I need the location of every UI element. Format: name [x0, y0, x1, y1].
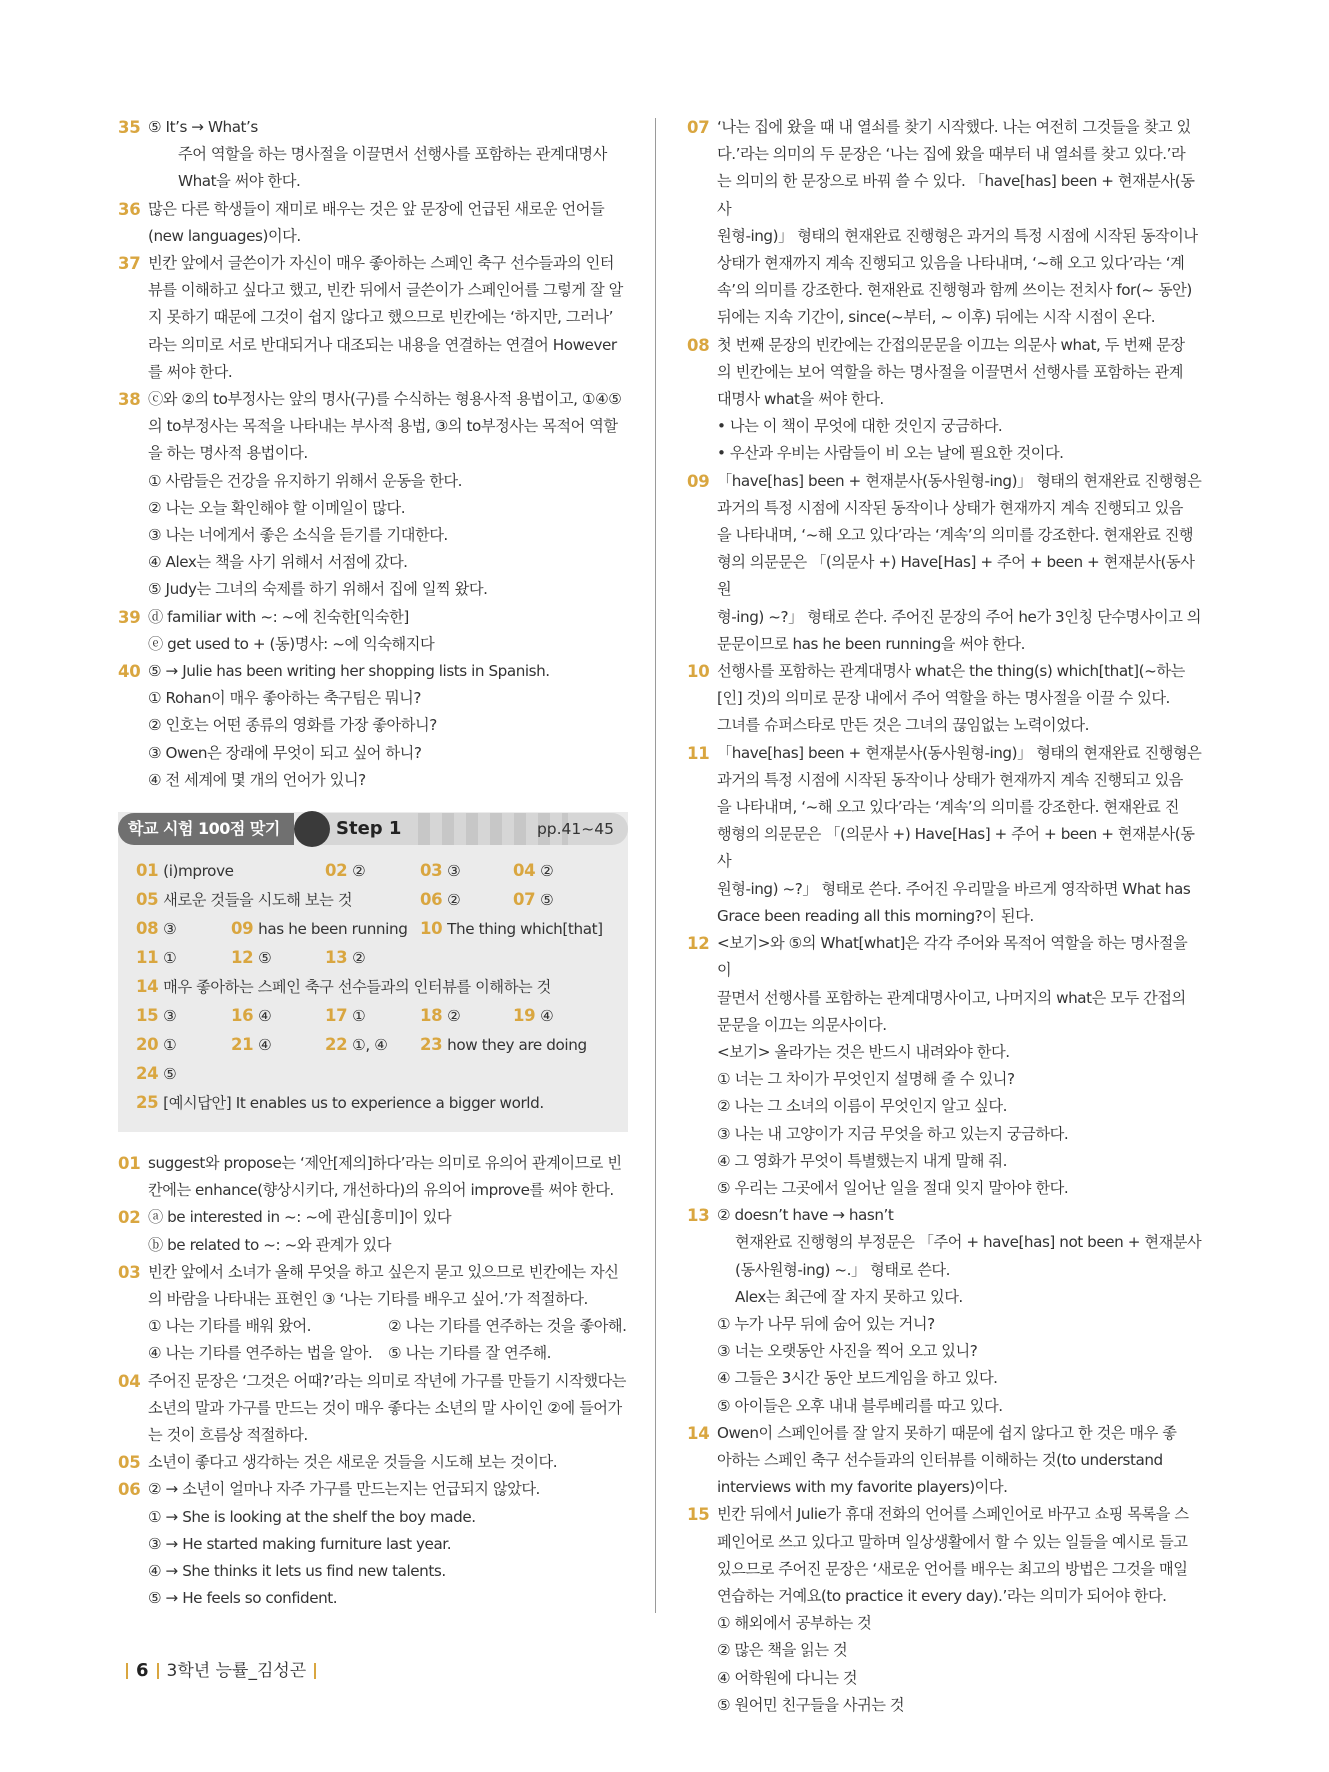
item-04: 04 주어진 문장은 ‘그것은 어때?’라는 의미로 작년에 가구를 만들기 시작했다는 소년의 말과 가구를 만드는 것이 매우 좋다는 소년의 말 사이인 ②에 들어가 는 것이 흐름상 적절하다. — [118, 1371, 627, 1445]
choice-pair: ④ 나는 기타를 연주하는 법을 알아. ⑤ 나는 기타를 잘 연주해. — [148, 1344, 552, 1363]
item-12: 12 <보기>와 ⑤의 What[what]은 각각 주어와 목적어 역할을 하는 명사절을 이 끌면서 선행사를 포함하는 관계대명사이고, 나머지의 what은 모두 간접의 문문을 이끄는 의문사이다. <보기> 올라가는 것은 반드시 내려와야 한다. ① 너는 그 차이가 무엇인지 설명해 줄 수 있니? ② 나는 그 소녀의 이름이 무엇인지 알고 싶다. ③ 나는 내 고양이가 지금 무엇을 하고 있는지 궁금하다. ④ 그 영화가 무엇이 특별했는지 내게 말해 줘. ⑤ 우리는 그곳에서 일어난 일을 절대 잊지 말아야 한다. — [687, 934, 1188, 1197]
choice-pair: ① 나는 기타를 배워 왔어. ② 나는 기타를 연주하는 것을 좋아해. — [148, 1317, 627, 1336]
answer-21: 21 ④ — [231, 1035, 272, 1054]
answer-02: 02 ② — [325, 861, 366, 880]
item-05: 05 소년이 좋다고 생각하는 것은 새로운 것들을 시도해 보는 것이다. — [118, 1453, 558, 1473]
item-number: 35 — [118, 118, 141, 137]
column-divider — [655, 118, 656, 1613]
answer-key-header — [118, 813, 628, 845]
left-column-bottom — [118, 1150, 634, 1612]
page-footer — [118, 1660, 324, 1682]
step-label: Step 1 — [336, 818, 402, 839]
answer-24: 24 ⑤ — [136, 1064, 177, 1083]
page-number: 6 — [136, 1660, 149, 1681]
answer-16: 16 ④ — [231, 1006, 272, 1025]
answer-11: 11 ① — [136, 948, 177, 967]
item-03: 03 빈칸 앞에서 소녀가 올해 무엇을 하고 싶은지 묻고 있으므로 빈칸에는 자신 의 바람을 나타내는 표현인 ③ ‘나는 기타를 배우고 싶어.’가 적절하다. — [118, 1262, 619, 1309]
answer-05: 05 새로운 것들을 시도해 보는 것 — [136, 890, 353, 909]
page-range: pp.41~45 — [536, 820, 614, 838]
item-14: 14 Owen이 스페인어를 잘 알지 못하기 때문에 쉽지 않다고 한 것은 매우 좋 아하는 스페인 축구 선수들과의 인터뷰를 이해하는 것(to understand interviews with my favorite players)이다. — [687, 1423, 1177, 1497]
section-title: 학교 시험 100점 맞기 — [118, 813, 294, 845]
item-11: 11 「have[has] been + 현재분사(동사원형-ing)」 형태의 현재완료 진행형은 과거의 특정 시점에 시작된 동작이나 상태가 현재까지 계속 진행되고 있음 을 나타내며, ‘~해 오고 있다’라는 ‘계속’의 의미를 강조한다. 현재완료 진 행형의 의문문은 「(의문사 +) Have[Has] + 주어 + been + 현재분사(동사 원형-ing) ~?」 형태로 쓴다. 주어진 우리말을 바르게 영작하면 What has Grace been reading all this morning?이 된다. — [687, 743, 1202, 925]
item-02: 02 ⓐ be interested in ~: ~에 관심[흥미]이 있다 ⓑ be related to ~: ~와 관계가 있다 — [118, 1208, 452, 1254]
answer-03: 03 ③ — [420, 861, 461, 880]
answer-12: 12 ⑤ — [231, 948, 272, 967]
answer-14: 14 매우 좋아하는 스페인 축구 선수들과의 인터뷰를 이해하는 것 — [136, 977, 551, 996]
answer-19: 19 ④ — [513, 1006, 554, 1025]
item-35: 35 ⑤ It’s → What’s 주어 역할을 하는 명사절을 이끌면서 선행사를 포함하는 관계대명사 What을 써야 한다. — [118, 114, 634, 196]
answer-13: 13 ② — [325, 948, 366, 967]
answer-06: 06 ② — [420, 890, 461, 909]
answer-07: 07 ⑤ — [513, 890, 554, 909]
footer-divider — [157, 1663, 159, 1679]
answer-17: 17 ① — [325, 1006, 366, 1025]
item-08: 08 첫 번째 문장의 빈칸에는 간접의문문을 이끄는 의문사 what, 두 번째 문장 의 빈칸에는 보어 역할을 하는 명사절을 이끌면서 선행사를 포함하는 관계 대명사 what을 써야 한다. • 나는 이 책이 무엇에 대한 것인지 궁금하다. • 우산과 우비는 사람들이 비 오는 날에 필요한 것이다. — [687, 335, 1185, 463]
item-39: 39 ⓓ familiar with ~: ~에 친숙한[익숙한] ⓔ get used to + (동)명사: ~에 익숙해지다 — [118, 607, 435, 653]
footer-divider — [126, 1663, 128, 1679]
answer-23: 23 how they are doing — [420, 1035, 587, 1054]
book-title: 3학년 능률_김성곤 — [166, 1661, 307, 1681]
item-10: 10 선행사를 포함하는 관계대명사 what은 the thing(s) which[that](~하는 [인] 것)의 의미로 문장 내에서 주어 역할을 하는 명사절을 이끌 수 있다. 그녀를 슈퍼스타로 만든 것은 그녀의 끊임없는 노력이었다. — [687, 662, 1185, 735]
footer-divider — [314, 1663, 316, 1679]
item-01: 01 suggest와 propose는 ‘제안[제의]하다’라는 의미로 유의어 관계이므로 빈 칸에는 enhance(향상시키다, 개선하다)의 유의어 improve를 써야 한다. — [118, 1154, 622, 1200]
item-38: 38 ⓒ와 ②의 to부정사는 앞의 명사(구)를 수식하는 형용사적 용법이고, ①④⑤ 의 to부정사는 목적을 나타내는 부사적 용법, ③의 to부정사는 목적어 역할 을 하는 명사적 용법이다. ① 사람들은 건강을 유지하기 위해서 운동을 한다. ② 나는 오늘 확인해야 할 이메일이 많다. ③ 나는 너에게서 좋은 소식을 듣기를 기대한다. ④ Alex는 책을 사기 위해서 서점에 갔다. ⑤ Judy는 그녀의 숙제를 하기 위해서 집에 일찍 왔다. — [118, 390, 622, 599]
answer-01: 01 (i)mprove — [136, 861, 234, 880]
answer-10: 10 The thing which[that] — [420, 919, 603, 938]
answer-20: 20 ① — [136, 1035, 177, 1054]
answer-04: 04 ② — [513, 861, 554, 880]
answer-25: 25 [예시답안] It enables us to experience a bigger world. — [136, 1093, 544, 1112]
circle-icon — [294, 811, 330, 847]
item-15: 15 빈칸 뒤에서 Julie가 휴대 전화의 언어를 스페인어로 바꾸고 쇼핑 목록을 스 페인어로 쓰고 있다고 말하며 일상생활에서 할 수 있는 일들을 예시로 들고 있으므로 주어진 문장은 ‘새로운 언어를 배우는 최고의 방법은 그것을 매일 연습하는 거예요(to practice it every day).’라는 의미가 되어야 한다. ① 해외에서 공부하는 것 ② 많은 책을 읽는 것 ④ 어학원에 다니는 것 ⑤ 원어민 친구들을 사귀는 것 — [687, 1505, 1189, 1714]
item-40: 40 ⑤ → Julie has been writing her shopping lists in Spanish. ① Rohan이 매우 좋아하는 축구팀은 뭐니? ② 인호는 어떤 종류의 영화를 가장 좋아하니? ③ Owen은 장래에 무엇이 되고 싶어 하니? ④ 전 세계에 몇 개의 언어가 있니? — [118, 662, 550, 789]
right-column — [687, 114, 1203, 1719]
left-column-top — [118, 114, 634, 794]
answer-15: 15 ③ — [136, 1006, 177, 1025]
answer-08: 08 ③ — [136, 919, 177, 938]
answer-22: 22 ①, ④ — [325, 1035, 388, 1054]
item-06: 06 ② → 소년이 얼마나 자주 가구를 만드는지는 언급되지 않았다. ① → She is looking at the shelf the boy made. ③ → He started making furniture last year. ④ → She thinks it lets us find new talents. ⑤ → He feels so confident. — [118, 1480, 540, 1608]
item-09: 09 「have[has] been + 현재분사(동사원형-ing)」 형태의 현재완료 진행형은 과거의 특정 시점에 시작된 동작이나 상태가 현재까지 계속 진행되고 있음 을 나타내며, ‘~해 오고 있다’라는 ‘계속’의 의미를 강조한다. 현재완료 진행 형의 의문문은 「(의문사 +) Have[Has] + 주어 + been + 현재분사(동사원 형-ing) ~?」 형태로 쓴다. 주어진 문장의 주어 he가 3인칭 단수명사이고 의 문문이므로 has he been running을 써야 한다. — [687, 471, 1202, 653]
item-37: 37 빈칸 앞에서 글쓴이가 자신이 매우 좋아하는 스페인 축구 선수들과의 인터 뷰를 이해하고 싶다고 했고, 빈칸 뒤에서 글쓴이가 스페인어를 그렇게 잘 알 지 못하기 때문에 그것이 쉽지 않다고 했으므로 빈칸에는 ‘하지만, 그러나’ 라는 의미로 서로 반대되거나 대조되는 내용을 연결하는 연결어 However 를 써야 한다. — [118, 254, 623, 381]
answer-09: 09 has he been running — [231, 919, 408, 938]
item-36: 36 많은 다른 학생들이 재미로 배우는 것은 앞 문장에 언급된 새로운 언어들 (new languages)이다. — [118, 199, 605, 245]
item-07: 07 ‘나는 집에 왔을 때 내 열쇠를 찾기 시작했다. 나는 여전히 그것들을 찾고 있 다.’라는 의미의 두 문장은 ‘나는 집에 왔을 때부터 내 열쇠를 찾고 있다.’라 는 의미의 한 문장으로 바꿔 쓸 수 있다. 「have[has] been + 현재분사(동사 원형-ing)」 형태의 현재완료 진행형은 과거의 특정 시점에 시작된 동작이나 상태가 현재까지 계속 진행되고 있음을 나타내며, ‘~해 오고 있다’라는 ‘계 속’의 의미를 강조한다. 현재완료 진행형과 함께 쓰이는 전치사 for(~ 동안) 뒤에는 지속 기간이, since(~부터, ~ 이후) 뒤에는 시작 시점이 온다. — [687, 118, 1198, 327]
item-13: 13 ② doesn’t have → hasn’t 현재완료 진행형의 부정문은 「주어 + have[has] not been + 현재분사 (동사원형-ing) ~.」 형태로 쓴다. Alex는 최근에 잘 자지 못하고 있다. ① 누가 나무 뒤에 숨어 있는 거니? ③ 너는 오랫동안 사진을 찍어 오고 있니? ④ 그들은 3시간 동안 보드게임을 하고 있다. ⑤ 아이들은 오후 내내 블루베리를 따고 있다. — [687, 1206, 1202, 1415]
answer-18: 18 ② — [420, 1006, 461, 1025]
